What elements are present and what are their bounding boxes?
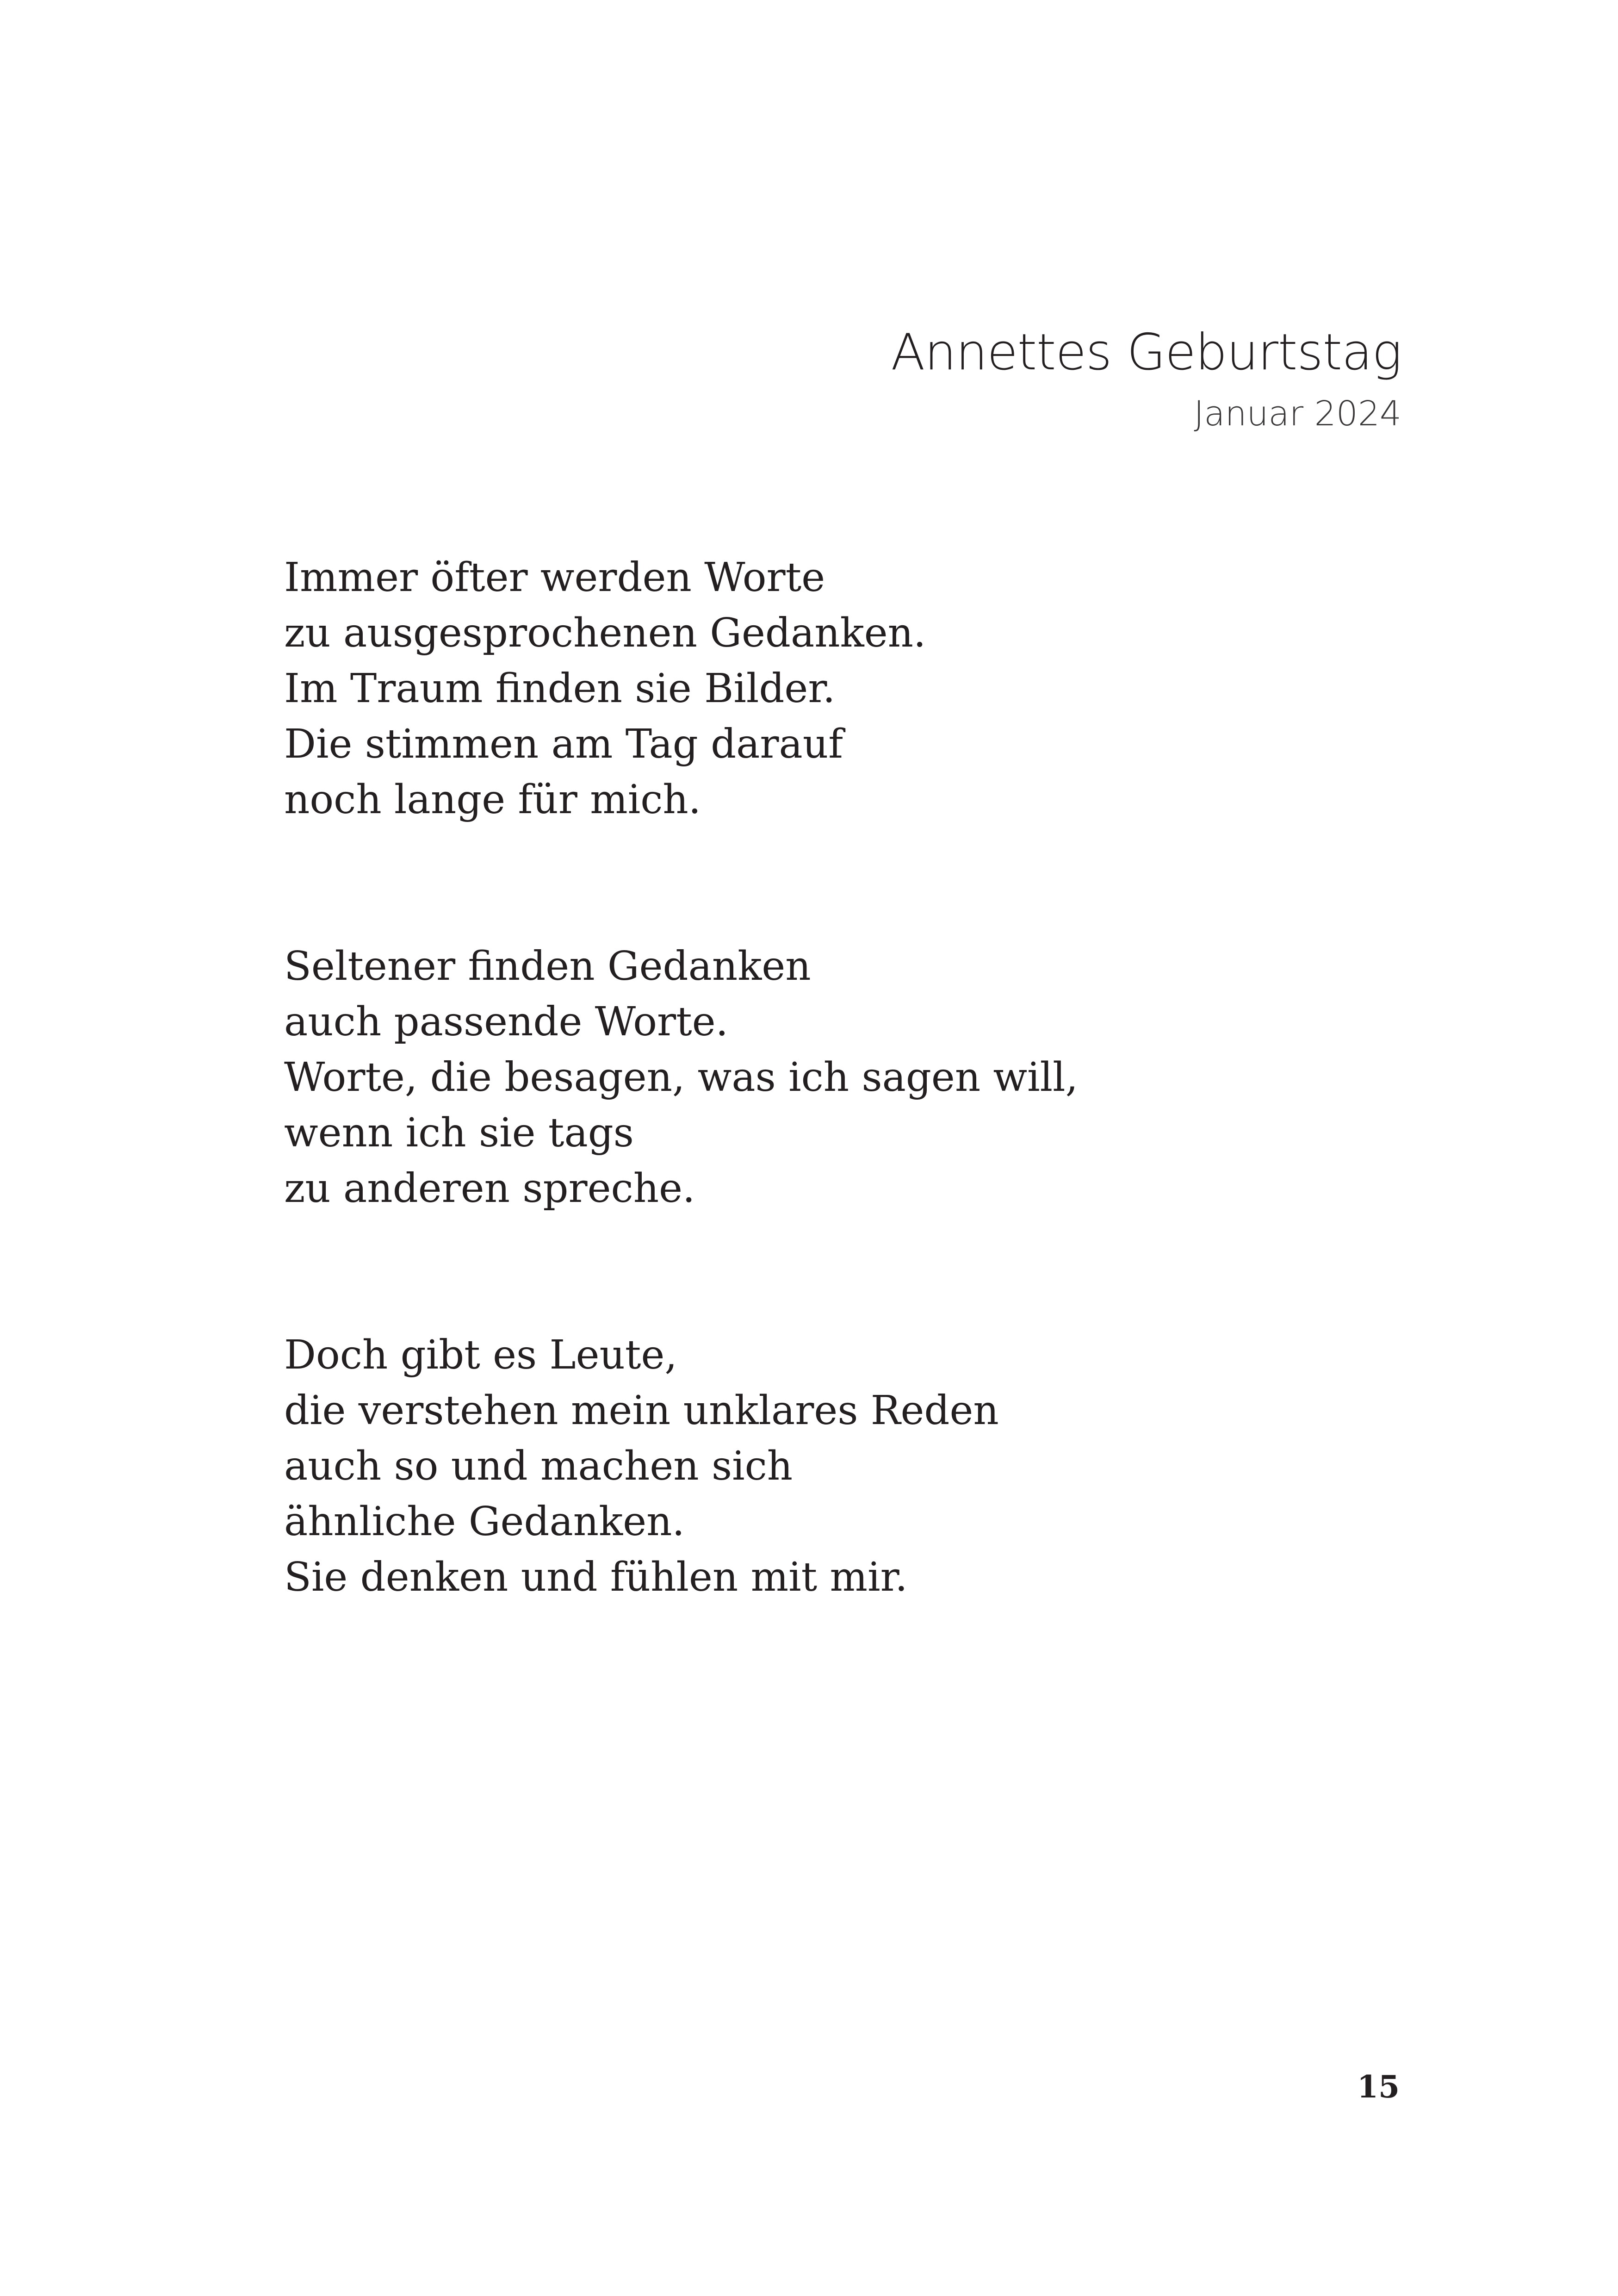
page-number: 15	[1357, 2069, 1400, 2105]
poem-line: wenn ich sie tags	[284, 1110, 634, 1156]
poem-line: zu ausgesprochenen Gedanken.	[284, 610, 926, 656]
stanza	[284, 550, 1395, 828]
poem-line: Doch gibt es Leute,	[284, 1332, 677, 1378]
poem-line: Im Traum finden sie Bilder.	[284, 666, 836, 712]
poem-line: auch passende Worte.	[284, 999, 728, 1045]
poem-line: ähnliche Gedanken.	[284, 1499, 685, 1545]
poem-header	[891, 324, 1401, 434]
stanza	[284, 939, 1395, 1216]
poem-line: Seltener finden Gedanken	[284, 943, 811, 989]
poem-date: Januar 2024	[1194, 394, 1401, 434]
poem-line: Sie denken und fühlen mit mir.	[284, 1554, 908, 1600]
stanza	[284, 1327, 1395, 1605]
poem-line: Immer öfter werden Worte	[284, 554, 825, 601]
poem-title: Annettes Geburtstag	[891, 324, 1401, 381]
poem-line: die verstehen mein unklares Reden	[284, 1388, 999, 1434]
poem-line: auch so und machen sich	[284, 1443, 793, 1489]
poem-line: Die stimmen am Tag darauf	[284, 721, 843, 767]
poem-body	[284, 550, 1395, 1716]
poem-line: noch lange für mich.	[284, 777, 701, 823]
poem-line: zu anderen spreche.	[284, 1165, 695, 1212]
poem-line: Worte, die besagen, was ich sagen will,	[284, 1054, 1079, 1101]
